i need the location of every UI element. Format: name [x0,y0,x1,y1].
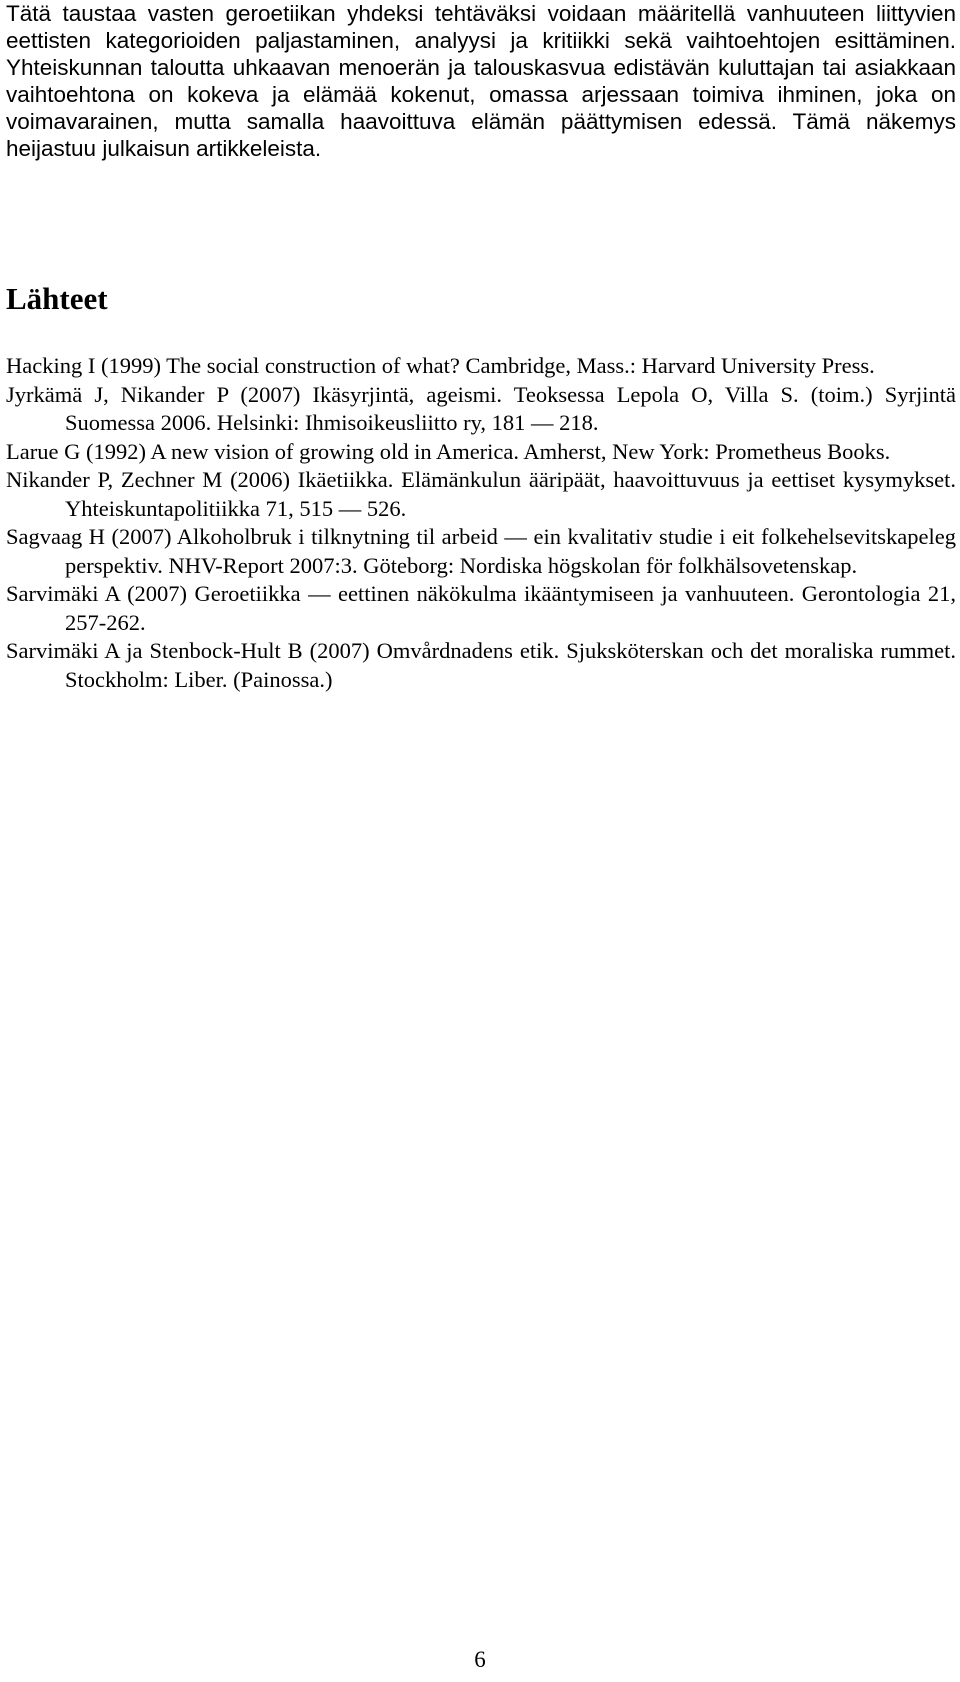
reference-item: Hacking I (1999) The social construction of what? Cambridge, Mass.: Harvard University Press. [6,353,875,378]
reference-item: Nikander P, Zechner M (2006) Ikäetiikka. Elämänkulun ääripäät, haavoittuvuus ja eettiset kysymykset. Yhteiskuntapolitiikka 71, 515 — 526. [6,467,956,521]
reference-item: Sarvimäki A ja Stenbock-Hult B (2007) Omvårdnadens etik. Sjuksköterskan och det moraliska rummet. Stockholm: Liber. (Painossa.) [6,638,956,692]
reference-item: Larue G (1992) A new vision of growing old in America. Amherst, New York: Prometheus Books. [6,438,891,464]
page-number: 6 [474,1647,486,1672]
references-heading: Lähteet [6,281,108,316]
body-paragraph: Tätä taustaa vasten geroetiikan yhdeksi tehtäväksi voidaan määritellä vanhuuteen liittyvien eettisten kategorioiden paljastaminen, analyysi ja kritiikki sekä vaihtoehtojen esittäminen. Yhteiskunnan taloutta uhkaavan menoerän ja talouskasvua edistävän kuluttajan tai asiakkaan vaihtoehtona on kokeva ja elämää kokenut, omassa arjessaan toimiva ihminen, joka on voimavarainen, mutta samalla haavoittuva elämän päättymisen edessä. Tämä näkemys heijastuu julkaisun artikkeleista. [6,1,956,161]
references-list [6,352,956,694]
reference-item: Jyrkämä J, Nikander P (2007) Ikäsyrjintä, ageismi. Teoksessa Lepola O, Villa S. (toim.) Syrjintä Suomessa 2006. Helsinki: Ihmisoikeusliitto ry, 181 — 218. [6,381,956,435]
reference-item: Sarvimäki A (2007) Geroetiikka — eettinen näkökulma ikääntymiseen ja vanhuuteen. Gerontologia 21, 257-262. [6,581,956,635]
reference-item: Sagvaag H (2007) Alkoholbruk i tilknytning til arbeid — ein kvalitativ studie i eit folkehelsevitskapeleg perspektiv. NHV-Report 2007:3. Göteborg: Nordiska högskolan för folkhälsovetenskap. [6,524,956,578]
